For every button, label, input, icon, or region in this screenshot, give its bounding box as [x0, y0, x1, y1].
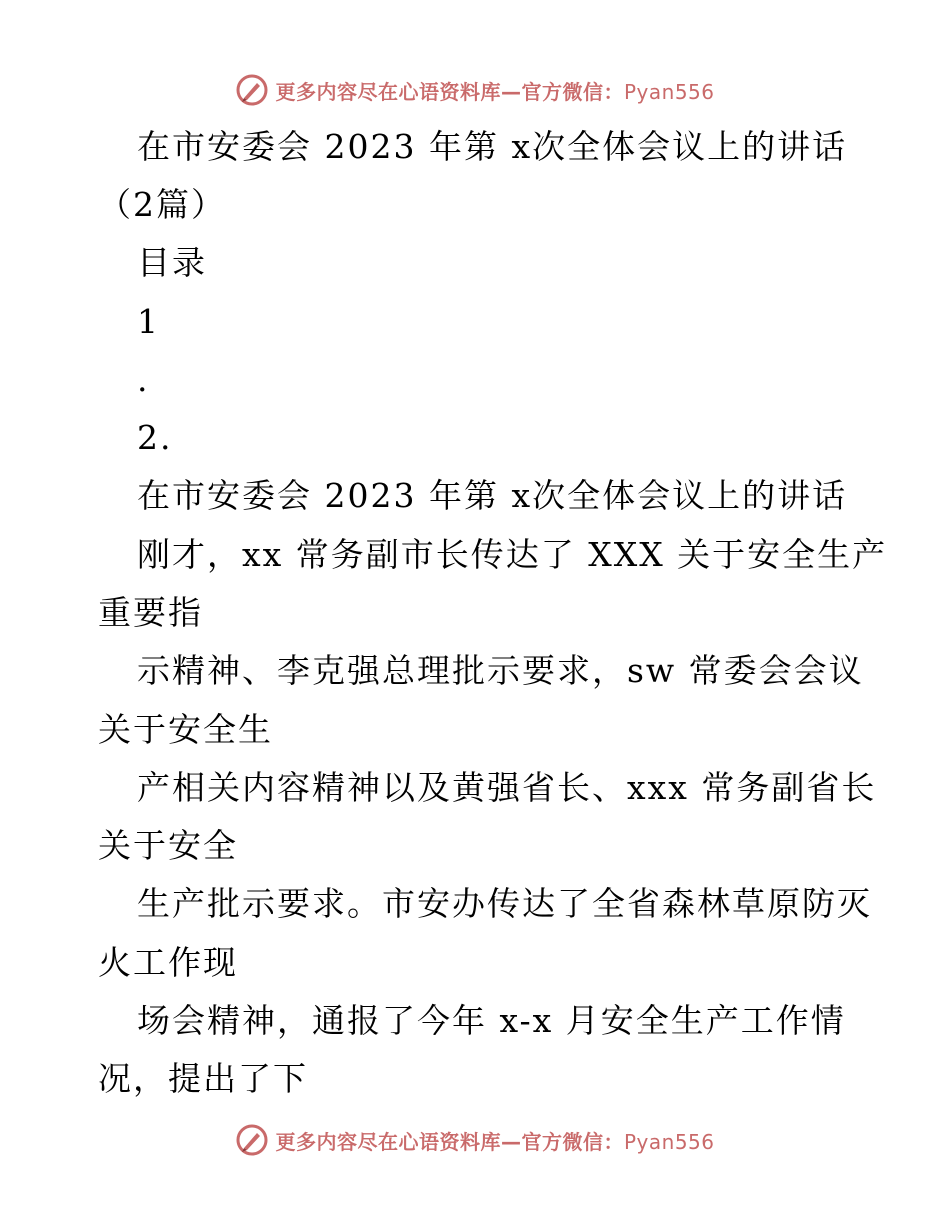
paragraph-line: 关于安全: [98, 826, 238, 865]
doc-title: 在市安委会 2023 年第 x次全体会议上的讲话: [137, 127, 848, 166]
doc-subtitle: （2篇）: [98, 185, 226, 224]
toc-item-2: 2.: [137, 418, 173, 457]
paragraph-line: 产相关内容精神以及黄强省长、xxx 常务副省长: [137, 768, 877, 807]
paragraph-line: 生产批示要求。市安办传达了全省森林草原防灭: [137, 884, 872, 923]
pen-logo-icon: [235, 1123, 269, 1157]
section-title: 在市安委会 2023 年第 x次全体会议上的讲话: [137, 476, 848, 515]
paragraph-line: 场会精神，通报了今年 x-x 月安全生产工作情: [137, 1001, 846, 1040]
paragraph-line: 况，提出了下: [98, 1059, 308, 1098]
paragraph-line: 重要指: [98, 593, 203, 632]
paragraph-line: 示精神、李克强总理批示要求，sw 常委会会议: [137, 651, 864, 690]
toc-item-1: 1: [137, 302, 160, 341]
toc-heading: 目录: [137, 243, 207, 282]
watermark-footer: [0, 1120, 950, 1160]
watermark-text: 更多内容尽在心语资料库—官方微信：Pyan556: [275, 1129, 715, 1154]
toc-item-1-dot: .: [137, 360, 150, 399]
paragraph-line: 刚才，xx 常务副市长传达了 XXX 关于安全生产: [137, 535, 888, 574]
paragraph-line: 关于安全生: [98, 710, 273, 749]
watermark-text: 更多内容尽在心语资料库—官方微信：Pyan556: [275, 79, 715, 104]
paragraph-line: 火工作现: [98, 943, 238, 982]
